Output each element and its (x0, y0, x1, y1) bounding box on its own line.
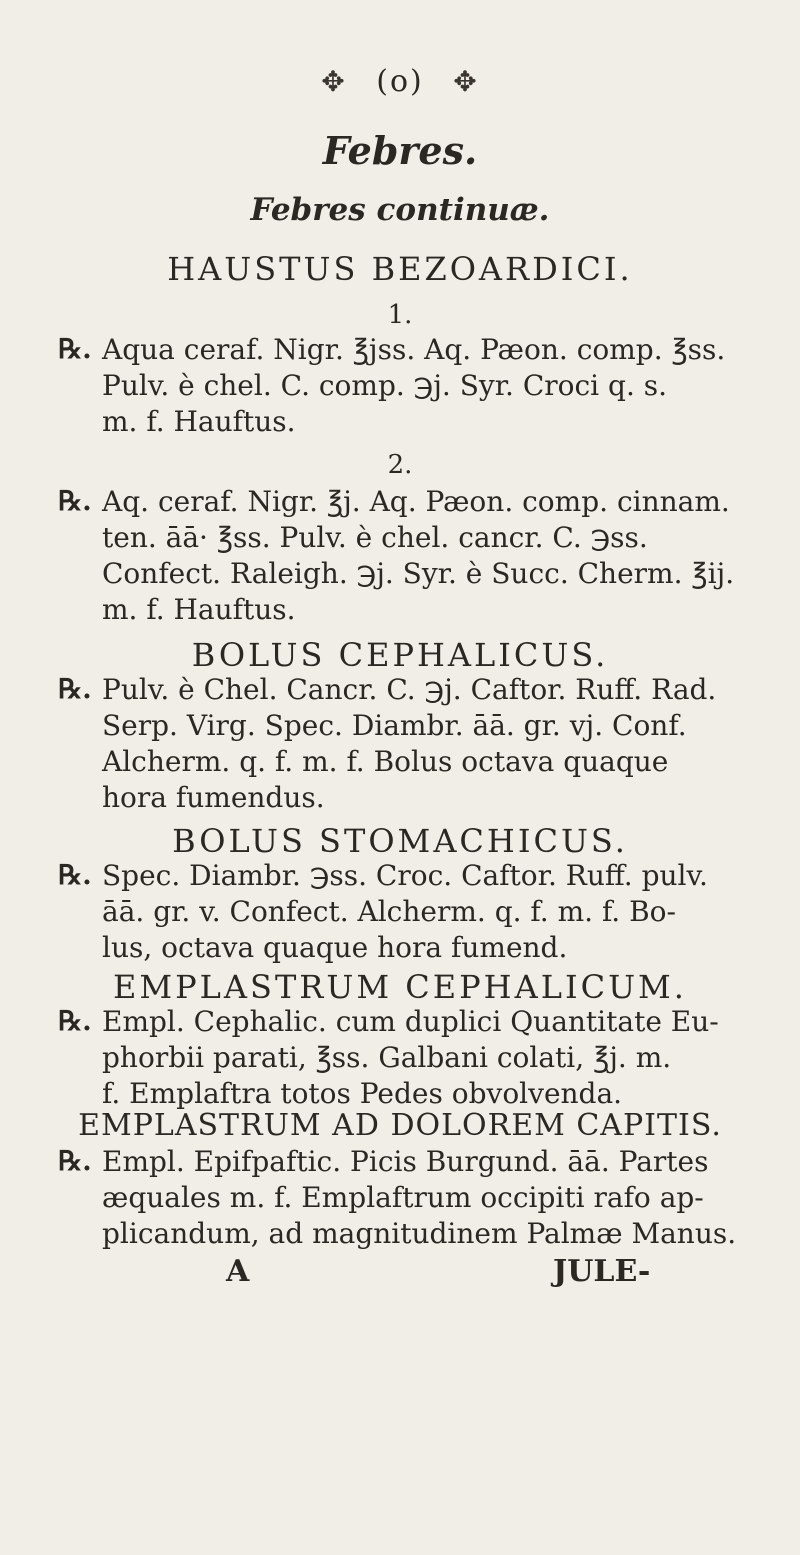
section-heading: BOLUS CEPHALICUS. (191, 636, 609, 674)
recipe-line: æquales m. f. Emplaftrum occipiti rafo ap- (102, 1181, 704, 1214)
recipe (58, 1144, 758, 1252)
section-heading: BOLUS STOMACHICUS. (172, 822, 628, 860)
page-number: (o) (376, 63, 424, 99)
recipe-line: Aqua ceraf. Nigr. ℥jss. Aq. Pæon. comp. ℥ss. (102, 333, 726, 366)
recipe-line: Serp. Virg. Spec. Diambr. āā. gr. vj. Conf. (102, 709, 687, 742)
recipe-symbol-icon: ℞. (58, 1146, 92, 1177)
recipe (58, 484, 758, 628)
recipe-line: Spec. Diambr. ℈ss. Croc. Caftor. Ruff. pulv. (102, 859, 708, 892)
recipe-number: 1. (387, 300, 413, 330)
catchword: JULE- (553, 1254, 651, 1289)
section-heading: EMPLASTRUM CEPHALICUM. (113, 968, 687, 1006)
ornament-left-icon: ✥ (321, 64, 347, 98)
recipe-line: m. f. Hauftus. (102, 405, 296, 438)
recipe-line: lus, octava quaque hora fumend. (102, 931, 568, 964)
running-header (0, 62, 800, 99)
recipe-line: Pulv. è Chel. Cancr. C. ℈j. Caftor. Ruff. Rad. (102, 673, 717, 706)
recipe-line: Alcherm. q. f. m. f. Bolus octava quaque (102, 745, 669, 778)
recipe (58, 672, 758, 816)
recipe-symbol-icon: ℞. (58, 1006, 92, 1037)
recipe-line: Empl. Cephalic. cum duplici Quantitate Eu- (102, 1005, 719, 1038)
section-heading: EMPLASTRUM AD DOLOREM CAPITIS. (78, 1108, 722, 1143)
page-subtitle: Febres continuæ. (250, 192, 550, 228)
recipe-line: ten. āā· ℥ss. Pulv. è chel. cancr. C. ℈ss. (102, 521, 648, 554)
recipe-symbol-icon: ℞. (58, 860, 92, 891)
recipe-number: 2. (387, 450, 413, 480)
recipe-symbol-icon: ℞. (58, 674, 92, 705)
page-title: Febres. (322, 128, 478, 173)
signature-mark: A (226, 1254, 250, 1289)
recipe-line: Empl. Epifpaftic. Picis Burgund. āā. Partes (102, 1145, 709, 1178)
recipe (58, 858, 758, 966)
recipe-line: hora fumendus. (102, 781, 325, 814)
recipe-line: Pulv. è chel. C. comp. ℈j. Syr. Croci q. s. (102, 369, 668, 402)
recipe-line: plicandum, ad magnitudinem Palmæ Manus. (102, 1217, 737, 1250)
recipe-line: Confect. Raleigh. ℈j. Syr. è Succ. Cherm. ℥ij. (102, 557, 735, 590)
recipe (58, 332, 758, 440)
recipe-line: phorbii parati, ℥ss. Galbani colati, ℥j. m. (102, 1041, 672, 1074)
recipe-line: f. Emplaftra totos Pedes obvolvenda. (102, 1077, 623, 1110)
recipe-symbol-icon: ℞. (58, 486, 92, 517)
recipe-line: m. f. Hauftus. (102, 593, 296, 626)
recipe (58, 1004, 758, 1112)
section-heading: HAUSTUS BEZOARDICI. (167, 250, 633, 288)
recipe-line: Aq. ceraf. Nigr. ℥j. Aq. Pæon. comp. cinnam. (102, 485, 730, 518)
recipe-symbol-icon: ℞. (58, 334, 92, 365)
ornament-right-icon: ✥ (453, 64, 479, 98)
recipe-line: āā. gr. v. Confect. Alcherm. q. f. m. f. Bo- (102, 895, 676, 928)
